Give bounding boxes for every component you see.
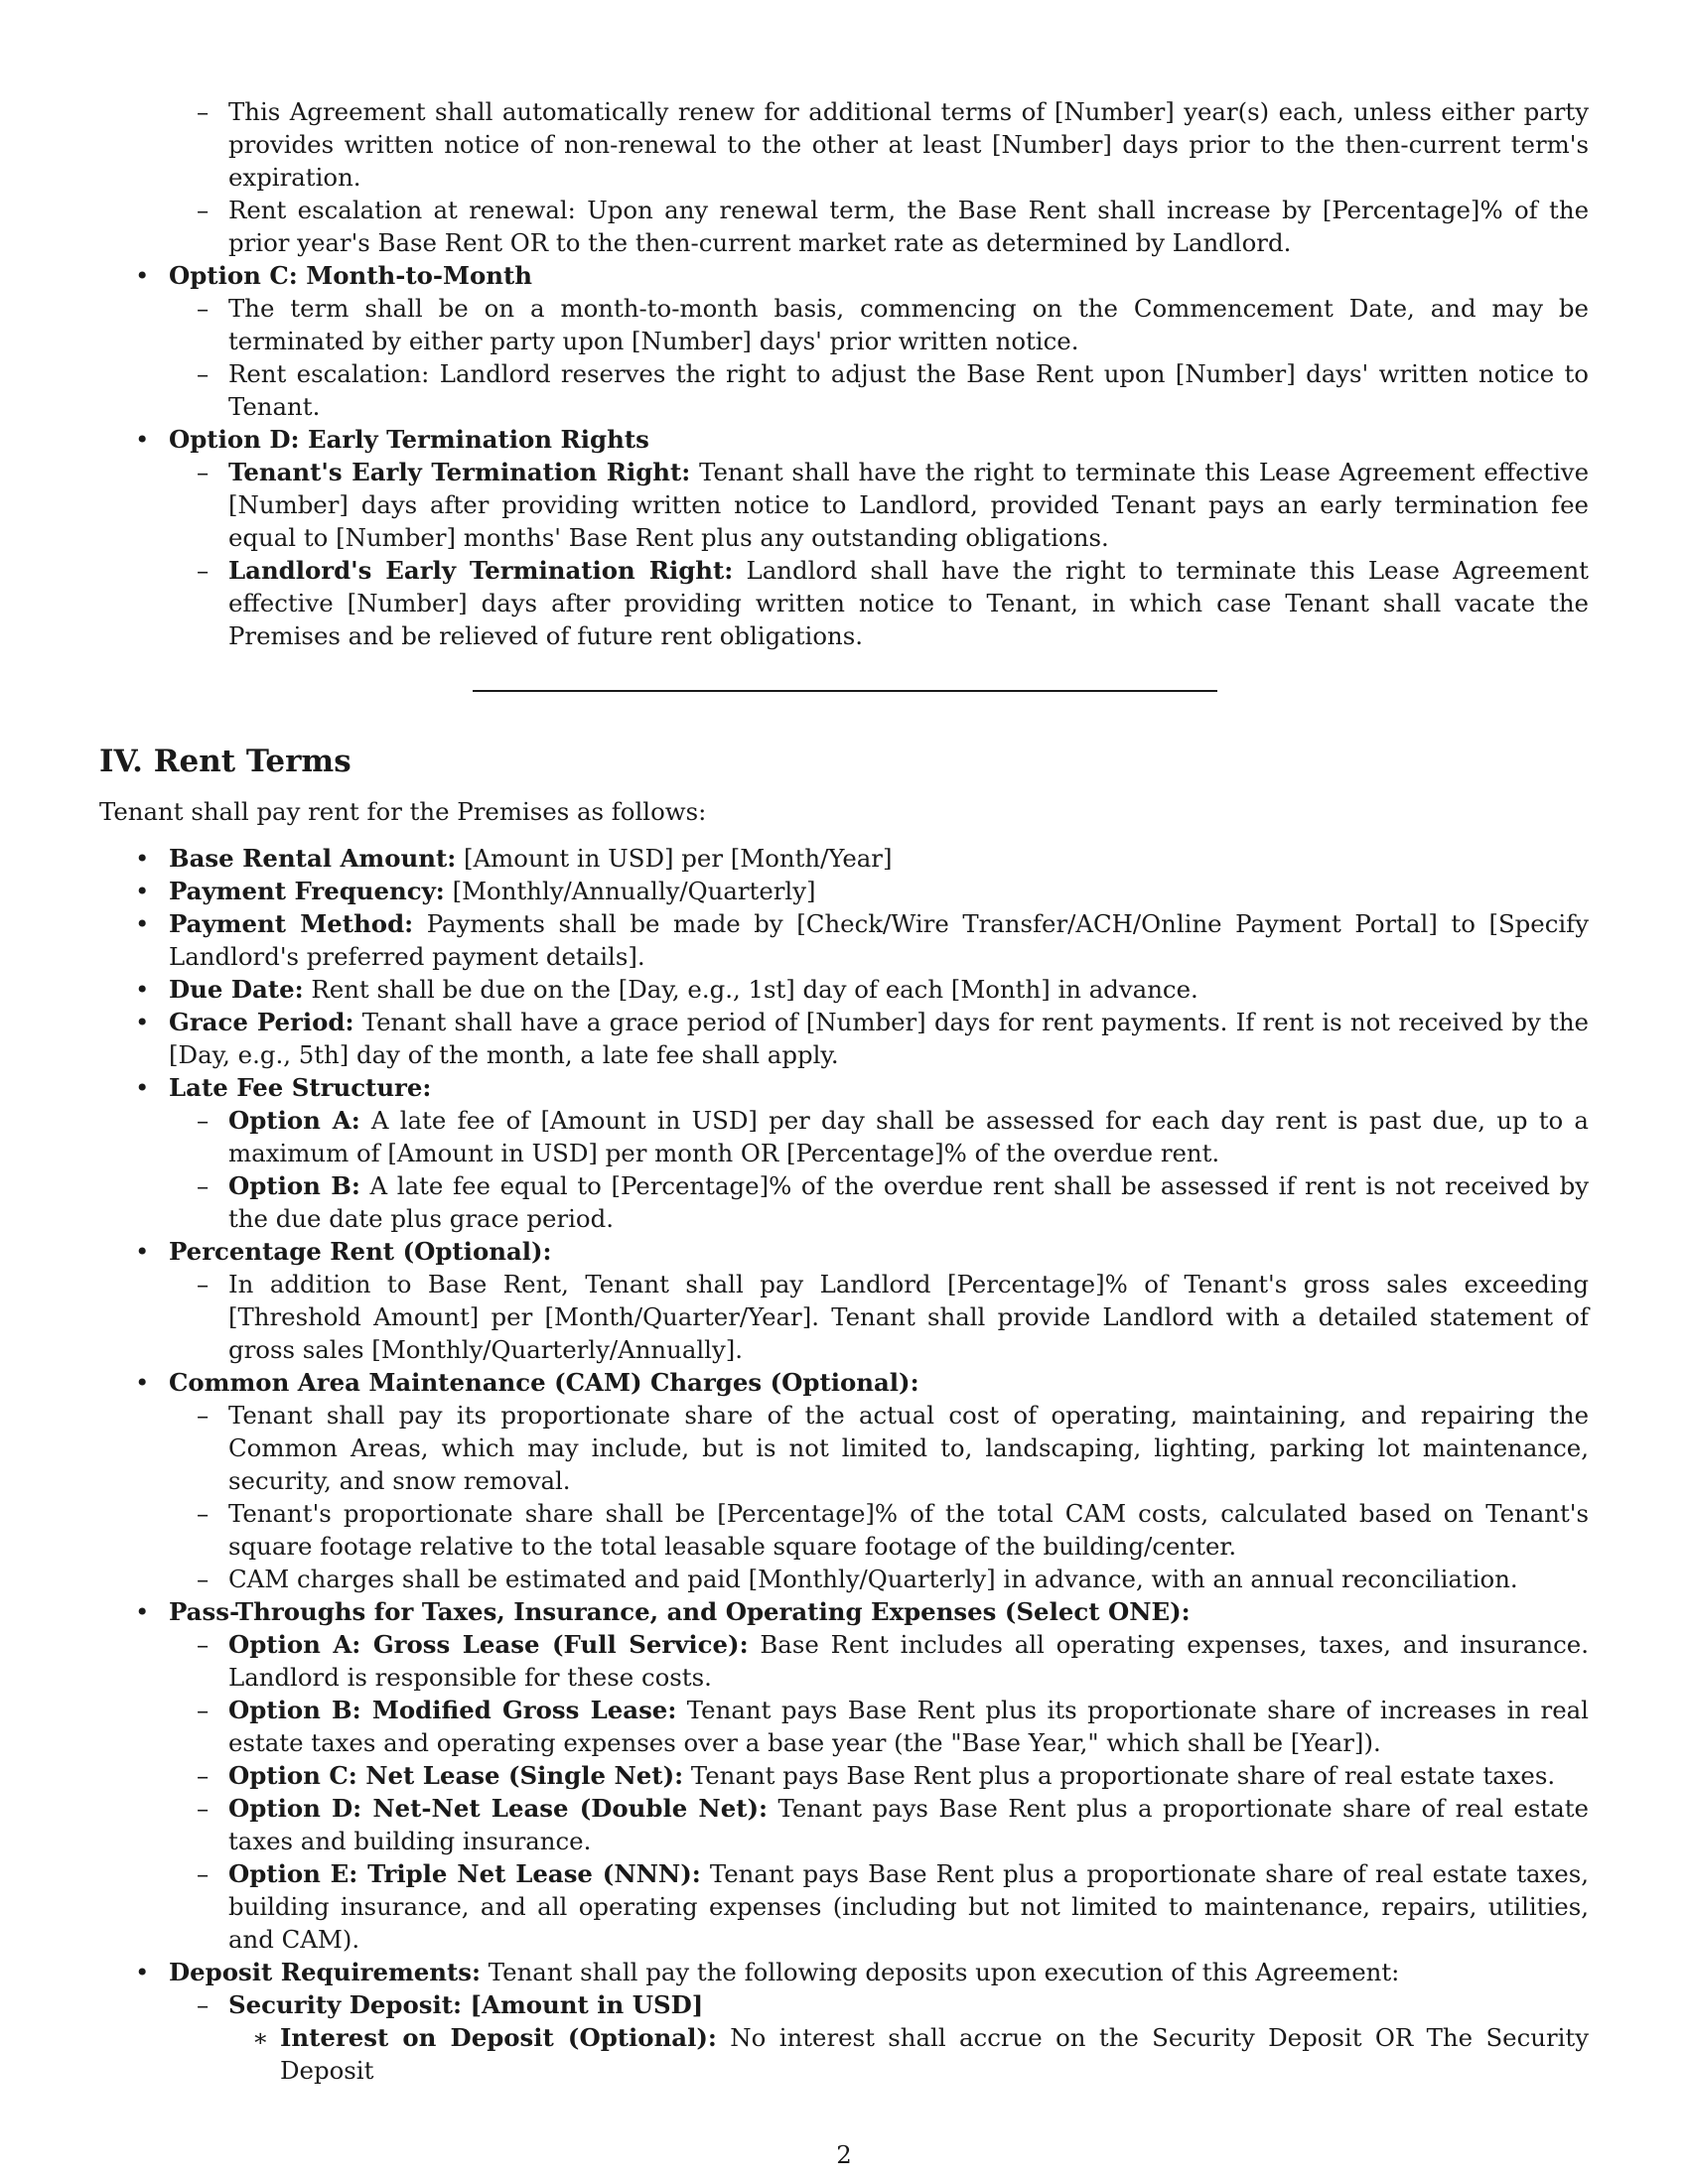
late-fee-option-b [169,1169,1589,1235]
deposit-label: Deposit Requirements: [169,1958,482,1986]
grace-label: Grace Period: [169,1008,354,1036]
cam-subitem [169,1497,1589,1563]
bullet-marker: • [135,1597,150,1626]
interest-item [228,2021,1589,2087]
deposit-text: Tenant shall pay the following deposits upon execution of this Agreement: [481,1958,1400,1986]
late-b-label: Option B: [228,1171,360,1200]
frequency-text: [Monthly/Annually/Quarterly] [444,877,816,905]
pass-option-e [169,1857,1589,1956]
pass-option-a [169,1628,1589,1694]
cam-label: Common Area Maintenance (CAM) Charges (Optional): [169,1368,919,1397]
pass-option-d [169,1792,1589,1857]
pass-e-label: Option E: Triple Net Lease (NNN): [228,1859,701,1888]
payment-method-item [99,907,1589,973]
late-fee-option-a [169,1104,1589,1169]
security-deposit-item [169,1988,1589,2087]
dash-marker: – [197,294,210,323]
tenant-early-termination [169,456,1589,554]
renewal-clause [99,95,1589,194]
renewal-escalation-text: Rent escalation at renewal: Upon any renewal term, the Base Rent shall increase by [Percentage]% of the prior year's Base Rent OR to the then-current market rate as determined by Landlord. [228,196,1589,257]
rent-terms-list [99,842,1589,2087]
dash-marker: – [197,1270,210,1298]
pct-rent-label: Percentage Rent (Optional): [169,1237,552,1266]
dash-marker: – [197,359,210,388]
pass-d-text: Tenant pays Base Rent plus a proportionate share of real estate taxes and building insurance. [228,1794,1589,1855]
dash-marker: – [197,1171,210,1200]
dash-marker: – [197,1990,210,2019]
late-fee-item [99,1071,1589,1235]
renewal-text: This Agreement shall automatically renew for additional terms of [Number] year(s) each, unless either party provides written notice of non-renewal to the other at least [Number] days prior to the then-current term's expiration. [228,97,1589,192]
pass-option-b [169,1694,1589,1759]
late-b-text: A late fee equal to [Percentage]% of the overdue rent shall be assessed if rent is not received by the due date plus grace period. [228,1171,1589,1233]
base-rent-item [99,842,1589,875]
base-rent-label: Base Rental Amount: [169,844,457,873]
option-c-item [99,259,1589,423]
option-c-subitem [169,292,1589,357]
pass-c-label: Option C: Net Lease (Single Net): [228,1761,684,1790]
pass-a-label: Option A: Gross Lease (Full Service): [228,1630,749,1659]
rent-terms-heading: IV. Rent Terms [99,744,352,779]
pass-b-label: Option B: Modified Gross Lease: [228,1696,677,1724]
option-c-subitem [169,357,1589,423]
pass-label: Pass-Throughs for Taxes, Insurance, and Operating Expenses (Select ONE): [169,1597,1191,1626]
dash-marker: – [197,1630,210,1659]
percentage-rent-detail [169,1268,1589,1366]
cam-charges-item [99,1366,1589,1595]
option-c-title: Option C: Month-to-Month [169,261,533,290]
interest-label: Interest on Deposit (Optional): [280,2023,717,2052]
landlord-early-termination [169,554,1589,652]
dash-marker: – [197,1696,210,1724]
dash-marker: – [197,1401,210,1430]
bullet-marker: • [135,1073,150,1102]
due-label: Due Date: [169,975,304,1004]
dash-marker: – [197,97,210,126]
method-label: Payment Method: [169,909,414,938]
dash-marker: – [197,458,210,486]
bullet-marker: • [135,1368,150,1397]
bullet-marker: • [135,261,150,290]
bullet-marker: • [135,909,150,938]
pass-d-label: Option D: Net-Net Lease (Double Net): [228,1794,769,1823]
pass-e-text: Tenant pays Base Rent plus a proportionate share of real estate taxes, building insurance, and all operating expenses (including but not limited to maintenance, repairs, utilities, and CAM). [228,1859,1590,1954]
method-text: Payments shall be made by [Check/Wire Transfer/ACH/Online Payment Portal] to [Specify Landlord's preferred payment details]. [169,909,1589,971]
document-page [99,95,1589,2087]
bullet-marker: • [135,1237,150,1266]
interest-text: No interest shall accrue on the Security Deposit OR The Security Deposit [280,2023,1590,2085]
bullet-marker: • [135,877,150,905]
section-divider [473,690,1217,692]
late-a-text: A late fee of [Amount in USD] per day shall be assessed for each day rent is past due, up to a maximum of [Amount in USD] per month OR [Percentage]% of the overdue rent. [228,1106,1589,1167]
pct-rent-text: In addition to Base Rent, Tenant shall pay Landlord [Percentage]% of Tenant's gross sales exceeding [Threshold Amount] per [Month/Quarter/Year]. Tenant shall provide Landlord with a detailed statement of gross sales [Monthly/Quarterly/Annually]. [228,1270,1589,1364]
dash-marker: – [197,556,210,585]
tenant-termination-text: Tenant shall have the right to terminate this Lease Agreement effective [Number] days after providing written notice to Landlord, provided Tenant pays an early termination fee equal to [Number] months' Base Rent plus any outstanding obligations. [228,458,1590,552]
option-c-text-2: Rent escalation: Landlord reserves the right to adjust the Base Rent upon [Number] days' written notice to Tenant. [228,359,1589,421]
dash-marker: – [197,196,210,224]
renewal-escalation-clause [99,194,1589,259]
bullet-marker: • [135,1008,150,1036]
cam-subitem [169,1563,1589,1595]
bullet-marker: • [135,844,150,873]
dash-marker: – [197,1565,210,1593]
dash-marker: – [197,1761,210,1790]
deposit-item [99,1956,1589,2087]
asterisk-marker: ∗ [252,2023,269,2052]
bullet-marker: • [135,1958,150,1986]
percentage-rent-item [99,1235,1589,1366]
term-continued-list [99,95,1589,652]
cam-subitem [169,1399,1589,1497]
page-number: 2 [836,2140,852,2169]
late-a-label: Option A: [228,1106,360,1135]
pass-c-text: Tenant pays Base Rent plus a proportionate share of real estate taxes. [683,1761,1556,1790]
pass-option-c [169,1759,1589,1792]
dash-marker: – [197,1106,210,1135]
dash-marker: – [197,1859,210,1888]
due-text: Rent shall be due on the [Day, e.g., 1st] day of each [Month] in advance. [303,975,1198,1004]
pass-a-text: Base Rent includes all operating expenses, taxes, and insurance. Landlord is responsible for these costs. [228,1630,1589,1692]
pass-b-text: Tenant pays Base Rent plus its proportionate share of increases in real estate taxes and operating expenses over a base year (the "Base Year," which shall be [Year]). [228,1696,1589,1757]
option-d-item [99,423,1589,652]
grace-text: Tenant shall have a grace period of [Number] days for rent payments. If rent is not received by the [Day, e.g., 5th] day of the month, a late fee shall apply. [169,1008,1589,1069]
pass-throughs-item [99,1595,1589,1956]
grace-period-item [99,1006,1589,1071]
tenant-termination-label: Tenant's Early Termination Right: [228,458,691,486]
rent-terms-intro: Tenant shall pay rent for the Premises as follows: [99,797,707,826]
late-fee-label: Late Fee Structure: [169,1073,432,1102]
landlord-termination-label: Landlord's Early Termination Right: [228,556,734,585]
cam-text-3: CAM charges shall be estimated and paid [Monthly/Quarterly] in advance, with an annual reconciliation. [228,1565,1518,1593]
bullet-marker: • [135,975,150,1004]
option-c-text-1: The term shall be on a month-to-month basis, commencing on the Commencement Date, and may be terminated by either party upon [Number] days' prior written notice. [228,294,1589,355]
security-label: Security Deposit: [Amount in USD] [228,1990,704,2019]
payment-frequency-item [99,875,1589,907]
base-rent-text: [Amount in USD] per [Month/Year] [456,844,893,873]
dash-marker: – [197,1499,210,1528]
dash-marker: – [197,1794,210,1823]
cam-text-1: Tenant shall pay its proportionate share of the actual cost of operating, maintaining, and repairing the Common Areas, which may include, but is not limited to, landscaping, lighting, parking lot maintenance, security, and snow removal. [228,1401,1589,1495]
bullet-marker: • [135,425,150,454]
cam-text-2: Tenant's proportionate share shall be [Percentage]% of the total CAM costs, calculated based on Tenant's square footage relative to the total leasable square footage of the building/center. [228,1499,1589,1561]
frequency-label: Payment Frequency: [169,877,445,905]
option-d-title: Option D: Early Termination Rights [169,425,649,454]
due-date-item [99,973,1589,1006]
landlord-termination-text: Landlord shall have the right to terminate this Lease Agreement effective [Number] days after providing written notice to Tenant, in which case Tenant shall vacate the Premises and be relieved of future rent obligations. [228,556,1589,650]
